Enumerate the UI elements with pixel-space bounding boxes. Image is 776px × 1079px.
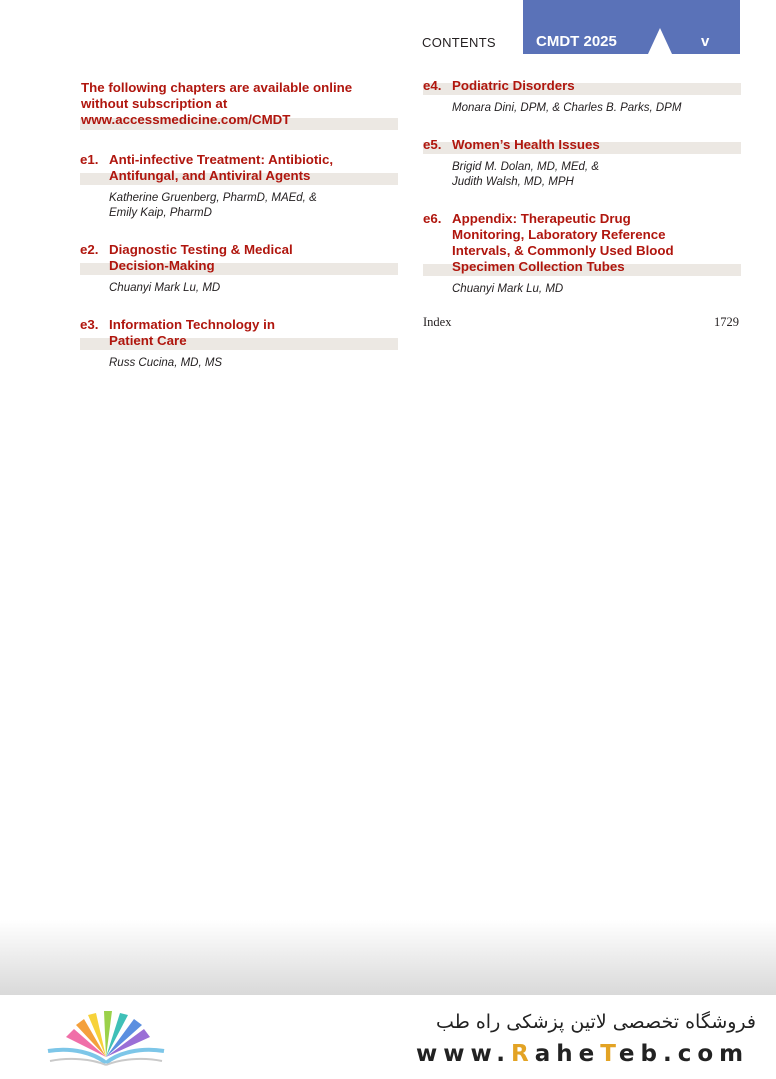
chapter-entry[interactable] xyxy=(80,152,398,221)
chapter-heading xyxy=(80,317,398,350)
footer-watermark xyxy=(0,995,776,1079)
section-label: CONTENTS xyxy=(422,35,496,50)
header-tab xyxy=(523,0,740,54)
store-url[interactable]: www.RaheTeb.com xyxy=(416,1041,750,1067)
chapter-title[interactable]: Podiatric Disorders xyxy=(452,78,575,93)
open-book-icon xyxy=(44,1007,168,1069)
index-entry[interactable] xyxy=(423,315,741,330)
index-label: Index xyxy=(423,315,452,329)
online-availability-note xyxy=(80,78,398,130)
chapter-title[interactable]: Diagnostic Testing & Medical Decision-Making xyxy=(109,242,293,273)
chapter-authors: Chuanyi Mark Lu, MD xyxy=(452,283,564,295)
chapter-title[interactable]: Women’s Health Issues xyxy=(452,137,600,152)
store-name: فروشگاه تخصصی لاتین پزشکی راه طب xyxy=(436,1011,756,1033)
chapter-number: e3. xyxy=(80,317,99,332)
chapter-authors: Monara Dini, DPM, & Charles B. Parks, DPM xyxy=(452,102,682,114)
chapter-entry[interactable] xyxy=(80,242,398,296)
tab-notch xyxy=(648,28,672,54)
chapter-entry[interactable] xyxy=(423,78,741,116)
chapter-authors: Katherine Gruenberg, PharmD, MAEd, & Emily Kaip, PharmD xyxy=(109,192,317,219)
chapter-number: e5. xyxy=(423,137,442,152)
chapter-entry[interactable] xyxy=(80,317,398,371)
chapter-authors: Chuanyi Mark Lu, MD xyxy=(109,282,221,294)
chapter-number: e4. xyxy=(423,78,442,93)
index-page-number: 1729 xyxy=(714,315,739,329)
chapter-heading xyxy=(423,78,741,95)
chapter-heading xyxy=(423,137,741,154)
chapter-number: e6. xyxy=(423,211,442,226)
chapter-authors: Brigid M. Dolan, MD, MEd, & Judith Walsh, MD, MPH xyxy=(452,161,599,188)
chapter-heading xyxy=(423,211,741,276)
chapter-authors: Russ Cucina, MD, MS xyxy=(109,357,223,369)
chapter-heading xyxy=(80,152,398,185)
contents-right-column xyxy=(423,78,741,330)
contents-left-column xyxy=(80,78,398,392)
chapter-title[interactable]: Information Technology in Patient Care xyxy=(109,317,275,348)
chapter-heading xyxy=(80,242,398,275)
chapter-number: e2. xyxy=(80,242,99,257)
page-number: v xyxy=(701,33,710,50)
page-shadow xyxy=(0,920,776,995)
chapter-title[interactable]: Anti-infective Treatment: Antibiotic, Antifungal, and Antiviral Agents xyxy=(109,152,334,183)
online-note-text: The following chapters are available online without subscription at www.accessmedicine.com/CMDT xyxy=(81,80,353,127)
chapter-entry[interactable] xyxy=(423,137,741,190)
book-title: CMDT 2025 xyxy=(536,33,617,50)
chapter-entry[interactable] xyxy=(423,211,741,297)
page-header xyxy=(0,0,776,60)
chapter-number: e1. xyxy=(80,152,99,167)
chapter-title[interactable]: Appendix: Therapeutic Drug Monitoring, Laboratory Reference Intervals, & Commonly Used Blood Specimen Collection Tubes xyxy=(452,211,674,274)
